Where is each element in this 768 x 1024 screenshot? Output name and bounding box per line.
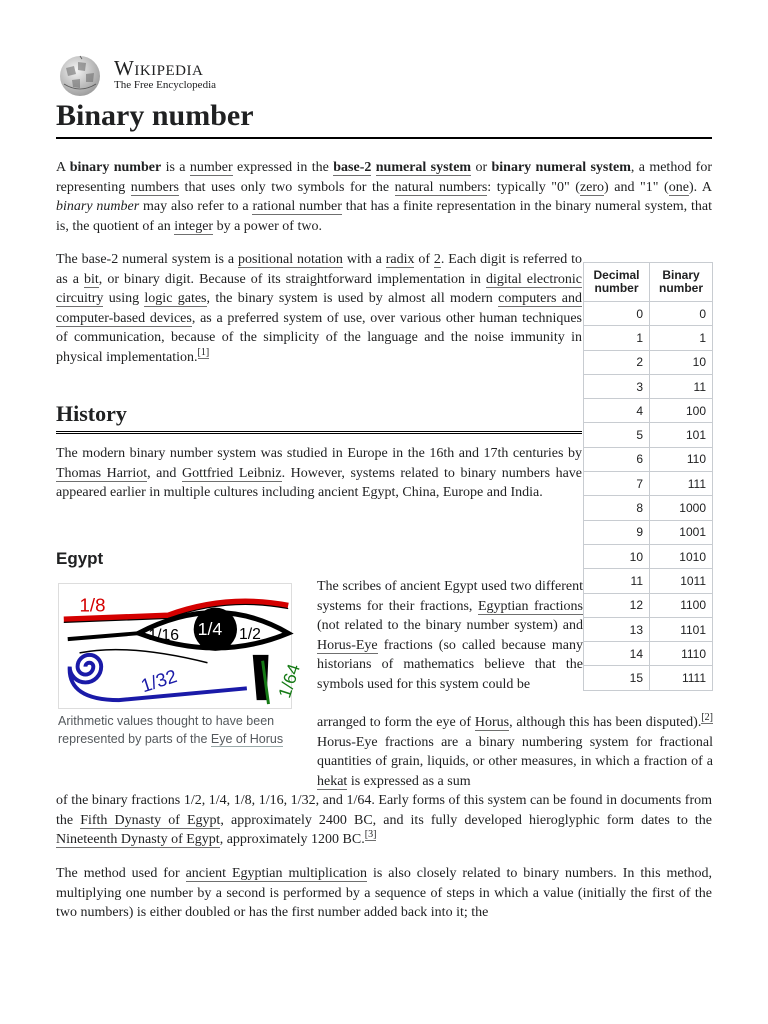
link-hekat[interactable]: hekat — [317, 773, 348, 789]
cell-binary: 1000 — [650, 496, 713, 520]
cell-decimal: 8 — [584, 496, 650, 520]
paragraph-history: The modern binary number system was studied in Europe in the 16th and 17th centuries by Thomas Harriot, and Gottfried Leibniz. However, systems related to binary numbers have appeared earlier in multiple cultures including ancient Egypt, China, Europe and India. — [56, 446, 583, 500]
table-row — [584, 399, 713, 423]
link-one[interactable]: one — [668, 179, 689, 195]
link-logic-gates[interactable]: logic gates — [144, 291, 207, 306]
label-1-8: 1/8 — [79, 594, 106, 616]
cell-decimal: 2 — [584, 350, 650, 374]
eye-of-horus-figure — [58, 583, 305, 748]
link-numbers[interactable]: numbers — [130, 179, 179, 195]
link-positional-notation[interactable]: positional notation — [237, 252, 343, 267]
cell-decimal: 11 — [584, 569, 650, 593]
cell-decimal: 14 — [584, 642, 650, 666]
wordmark-title: Wikipedia — [114, 56, 204, 80]
cell-decimal: 4 — [584, 399, 650, 423]
cell-binary: 101 — [650, 423, 713, 447]
paragraph-egypt-middle: arranged to form the eye of Horus, although this has been disputed).[2] Horus-Eye fractions are a binary numbering system for fractional quantities of grain, liquids, or other measures, in which a fraction of a hekat is expressed as a sum — [317, 712, 714, 789]
link-thomas-harriot[interactable]: Thomas Harriot — [56, 465, 148, 481]
table-row — [584, 520, 713, 544]
reference-2[interactable]: [2] — [701, 712, 714, 724]
table-row — [584, 593, 713, 617]
intro-paragraph: A binary number is a number expressed in the base-2 numeral system or binary numeral system, a method for representing numbers that uses only two symbols for the natural numbers: typically "0" (zero) and "1" (one). A binary number may also refer to a rational number that has a finite representation in the binary numeral system, that is, the quotient of an integer by a power of two. — [56, 160, 713, 234]
cell-binary: 10 — [650, 350, 713, 374]
cell-decimal: 9 — [584, 520, 650, 544]
cell-decimal: 12 — [584, 593, 650, 617]
decimal-binary-table — [583, 262, 713, 691]
table-row — [584, 642, 713, 666]
link-radix[interactable]: radix — [385, 252, 415, 267]
cell-binary: 111 — [650, 472, 713, 496]
cell-decimal: 5 — [584, 423, 650, 447]
table-row — [584, 326, 713, 350]
link-computers[interactable]: computers and computer-based devices — [56, 291, 582, 326]
link-nineteenth-dynasty[interactable]: Nineteenth Dynasty of Egypt — [56, 832, 220, 847]
table-row — [584, 423, 713, 447]
egypt-text-d: of the binary fractions 1/2, 1/4, 1/8, 1/16, 1/32, and 1/64. Early forms of this system can be found in documents from the — [56, 793, 712, 828]
cell-decimal: 15 — [584, 666, 650, 690]
table-row — [584, 666, 713, 690]
table-row — [584, 374, 713, 398]
table-row — [584, 302, 713, 326]
table-row — [584, 472, 713, 496]
cell-binary: 100 — [650, 399, 713, 423]
cell-decimal: 3 — [584, 374, 650, 398]
link-2[interactable]: 2 — [433, 252, 441, 267]
page-title: Binary number — [56, 98, 712, 139]
cell-decimal: 13 — [584, 617, 650, 641]
paragraph-egypt-top: The scribes of ancient Egypt used two different systems for their fractions, Egyptian fractions (not related to the binary number system) and Horus-Eye fractions (so called because many historians of mathematics believe that the symbols used for this system could be — [317, 579, 583, 692]
table-row — [584, 569, 713, 593]
link-horus-eye[interactable]: Horus-Eye — [317, 637, 378, 653]
cell-binary: 1010 — [650, 544, 713, 568]
table-row — [584, 617, 713, 641]
cell-binary: 1101 — [650, 617, 713, 641]
cell-binary: 0 — [650, 302, 713, 326]
paragraph-egypt-bottom: of the binary fractions 1/2, 1/4, 1/8, 1/16, 1/32, and 1/64. Early forms of this system can be found in documents from the Fifth Dynasty of Egypt, approximately 2400 BC, and its fully developed hieroglyphic form dates to the Nineteenth Dynasty of Egypt, approximately 1200 BC.[3] — [56, 793, 712, 847]
label-1-64: 1/64 — [274, 661, 305, 701]
cell-binary: 1 — [650, 326, 713, 350]
wordmark-tagline: The Free Encyclopedia — [114, 79, 217, 91]
link-natural-numbers[interactable]: natural numbers — [394, 179, 488, 195]
link-number[interactable]: number — [189, 160, 233, 175]
site-header — [56, 54, 356, 94]
cell-decimal: 6 — [584, 447, 650, 471]
link-egyptian-multiplication[interactable]: ancient Egyptian multiplication — [185, 866, 368, 881]
link-numeral-system[interactable]: numeral system — [375, 160, 472, 175]
cell-decimal: 0 — [584, 302, 650, 326]
reference-1[interactable]: [1] — [197, 346, 210, 358]
heading-egypt: Egypt — [56, 549, 104, 568]
cell-binary: 1100 — [650, 593, 713, 617]
cell-decimal: 1 — [584, 326, 650, 350]
link-gottfried-leibniz[interactable]: Gottfried Leibniz — [181, 465, 282, 481]
label-1-16: 1/16 — [148, 627, 180, 645]
paragraph-base2: The base-2 numeral system is a positional notation with a radix of 2. Each digit is referred to as a bit, or binary digit. Because of its straightforward implementation in digital electronic circuitry using logic gates, the binary system is used by almost all modern computers and computer-based devices, as a preferred system of use, over various other human techniques of communication, because of the simplicity of the language and the noise immunity in physical implementation.[1] — [56, 252, 583, 365]
cell-binary: 110 — [650, 447, 713, 471]
link-fifth-dynasty[interactable]: Fifth Dynasty of Egypt — [80, 812, 221, 828]
cell-binary: 11 — [650, 374, 713, 398]
table-header-row — [584, 263, 713, 302]
link-bit[interactable]: bit — [83, 271, 99, 287]
label-1-32: 1/32 — [138, 665, 180, 697]
link-rational-number[interactable]: rational number — [252, 199, 342, 214]
label-1-4: 1/4 — [197, 619, 223, 640]
reference-3[interactable]: [3] — [364, 829, 377, 841]
header-binary: Binary number — [650, 263, 713, 302]
header-decimal: Decimal number — [584, 263, 650, 302]
table-row — [584, 447, 713, 471]
link-digital-circuitry[interactable]: digital electronic circuitry — [56, 271, 582, 306]
egypt-text-a: fractions (so called because many historians of mathematics believe that the symbols used for this system could be — [317, 637, 583, 692]
cell-decimal: 7 — [584, 472, 650, 496]
label-1-2: 1/2 — [238, 626, 261, 644]
link-integer[interactable]: integer — [174, 218, 214, 234]
heading-history: History — [56, 401, 582, 434]
eye-of-horus-image[interactable] — [58, 583, 305, 709]
cell-binary: 1111 — [650, 666, 713, 690]
link-eye-of-horus[interactable]: Eye of Horus — [210, 731, 284, 746]
egypt-text-c: is expressed as a sum — [347, 773, 471, 789]
table-row — [584, 496, 713, 520]
link-zero[interactable]: zero — [579, 179, 605, 195]
cell-binary: 1001 — [650, 520, 713, 544]
link-base-2[interactable]: base-2 — [333, 160, 372, 175]
figure-caption: Arithmetic values thought to have been represented by parts of the Eye of Horus — [58, 714, 284, 746]
cell-binary: 1110 — [650, 642, 713, 666]
paragraph-multiplication: The method used for ancient Egyptian multiplication is also closely related to binary numbers. In this method, multiplying one number by a second is performed by a sequence of steps in which a value (initially the first of the two numbers) is either doubled or has the first number added back into it; the — [56, 866, 713, 920]
link-egyptian-fractions[interactable]: Egyptian fractions — [477, 598, 583, 614]
egypt-text-b: arranged to form the eye of — [317, 715, 475, 730]
link-horus[interactable]: Horus — [474, 715, 510, 730]
cell-decimal: 10 — [584, 544, 650, 568]
wikipedia-globe-icon[interactable] — [56, 54, 106, 98]
cell-binary: 1011 — [650, 569, 713, 593]
table-row — [584, 544, 713, 568]
table-row — [584, 350, 713, 374]
